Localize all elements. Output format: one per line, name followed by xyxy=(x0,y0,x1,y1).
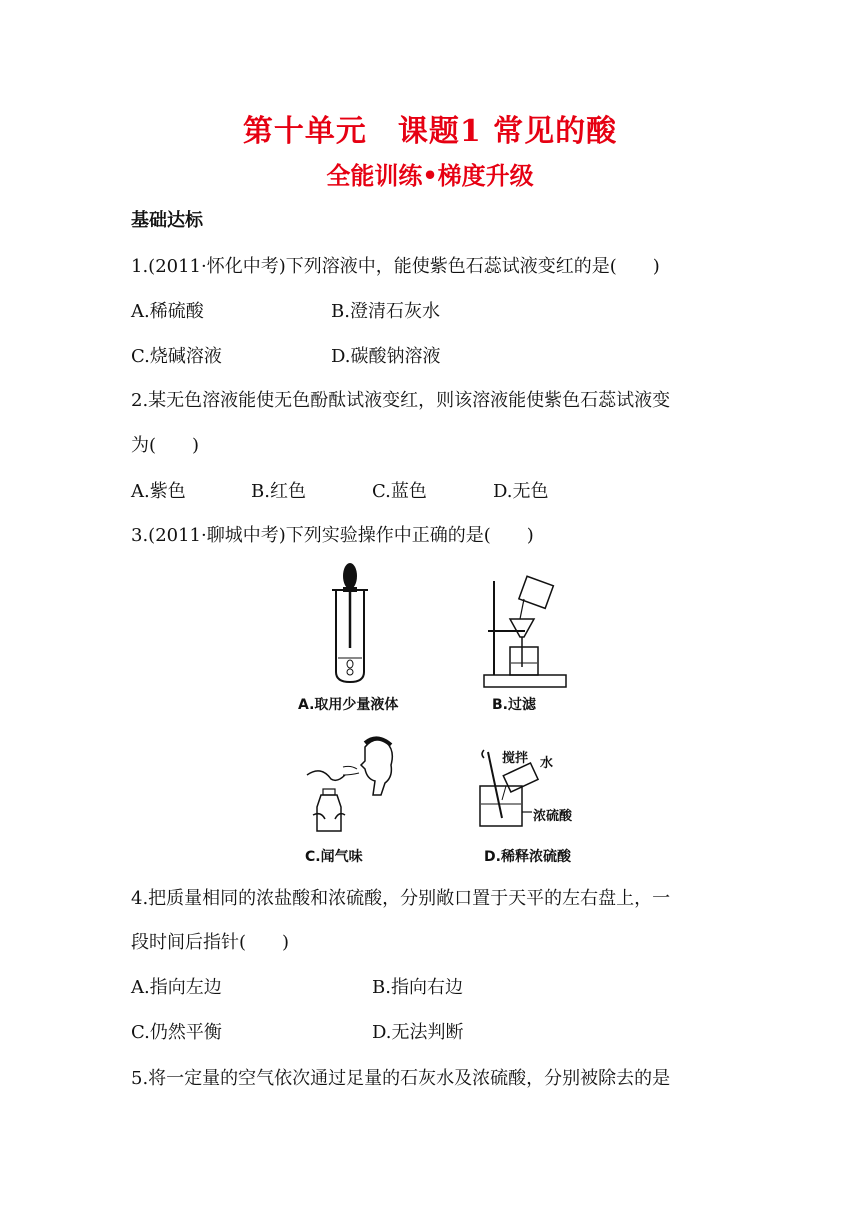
question-3-stem: 3.(2011·聊城中考)下列实验操作中正确的是( ) xyxy=(131,525,534,546)
figure-c-caption: C.闻气味 xyxy=(305,849,363,865)
question-4-stem-line1: 4.把质量相同的浓盐酸和浓硫酸，分别敞口置于天平的左右盘上，一 xyxy=(131,888,671,909)
q4-option-b: B.指向右边 xyxy=(372,977,463,998)
figure-a-caption: A.取用少量液体 xyxy=(298,697,399,713)
q2-option-d: D.无色 xyxy=(493,481,549,502)
q1-option-a: A.稀硫酸 xyxy=(131,301,204,322)
question-2-stem-line1: 2.某无色溶液能使无色酚酞试液变红，则该溶液能使紫色石蕊试液变 xyxy=(131,390,671,411)
figure-c-smelling-illustration xyxy=(303,735,399,840)
question-5-stem: 5.将一定量的空气依次通过足量的石灰水及浓硫酸，分别被除去的是 xyxy=(131,1068,671,1089)
q1-option-c: C.烧碱溶液 xyxy=(131,346,222,367)
figure-d-caption: D.稀释浓硫酸 xyxy=(484,849,571,865)
q4-option-a: A.指向左边 xyxy=(131,977,222,998)
q2-option-a: A.紫色 xyxy=(131,481,186,502)
q4-option-c: C.仍然平衡 xyxy=(131,1022,222,1043)
page-subtitle: 全能训练•梯度升级 xyxy=(326,161,534,190)
figure-a-dropper-illustration xyxy=(310,560,390,690)
q1-option-b: B.澄清石灰水 xyxy=(331,301,440,322)
question-4-stem-line2: 段时间后指针( ) xyxy=(131,932,290,953)
question-1-stem: 1.(2011·怀化中考)下列溶液中，能使紫色石蕊试液变红的是( ) xyxy=(131,256,660,277)
q2-option-c: C.蓝色 xyxy=(372,481,427,502)
figure-b-caption: B.过滤 xyxy=(492,697,536,713)
figure-d-acid-label: 浓硫酸 xyxy=(533,809,573,824)
question-2-stem-line2: 为( ) xyxy=(131,435,200,456)
section-heading: 基础达标 xyxy=(131,210,203,231)
q2-option-b: B.红色 xyxy=(251,481,306,502)
q1-option-d: D.碳酸钠溶液 xyxy=(331,346,441,367)
figure-d-water-label: 水 xyxy=(540,756,554,771)
q4-option-d: D.无法判断 xyxy=(372,1022,464,1043)
page-title: 第十单元 课题1 常见的酸 xyxy=(242,114,618,149)
figure-d-stir-label: 搅拌 xyxy=(502,751,529,766)
figure-b-filtration-illustration xyxy=(480,575,570,690)
